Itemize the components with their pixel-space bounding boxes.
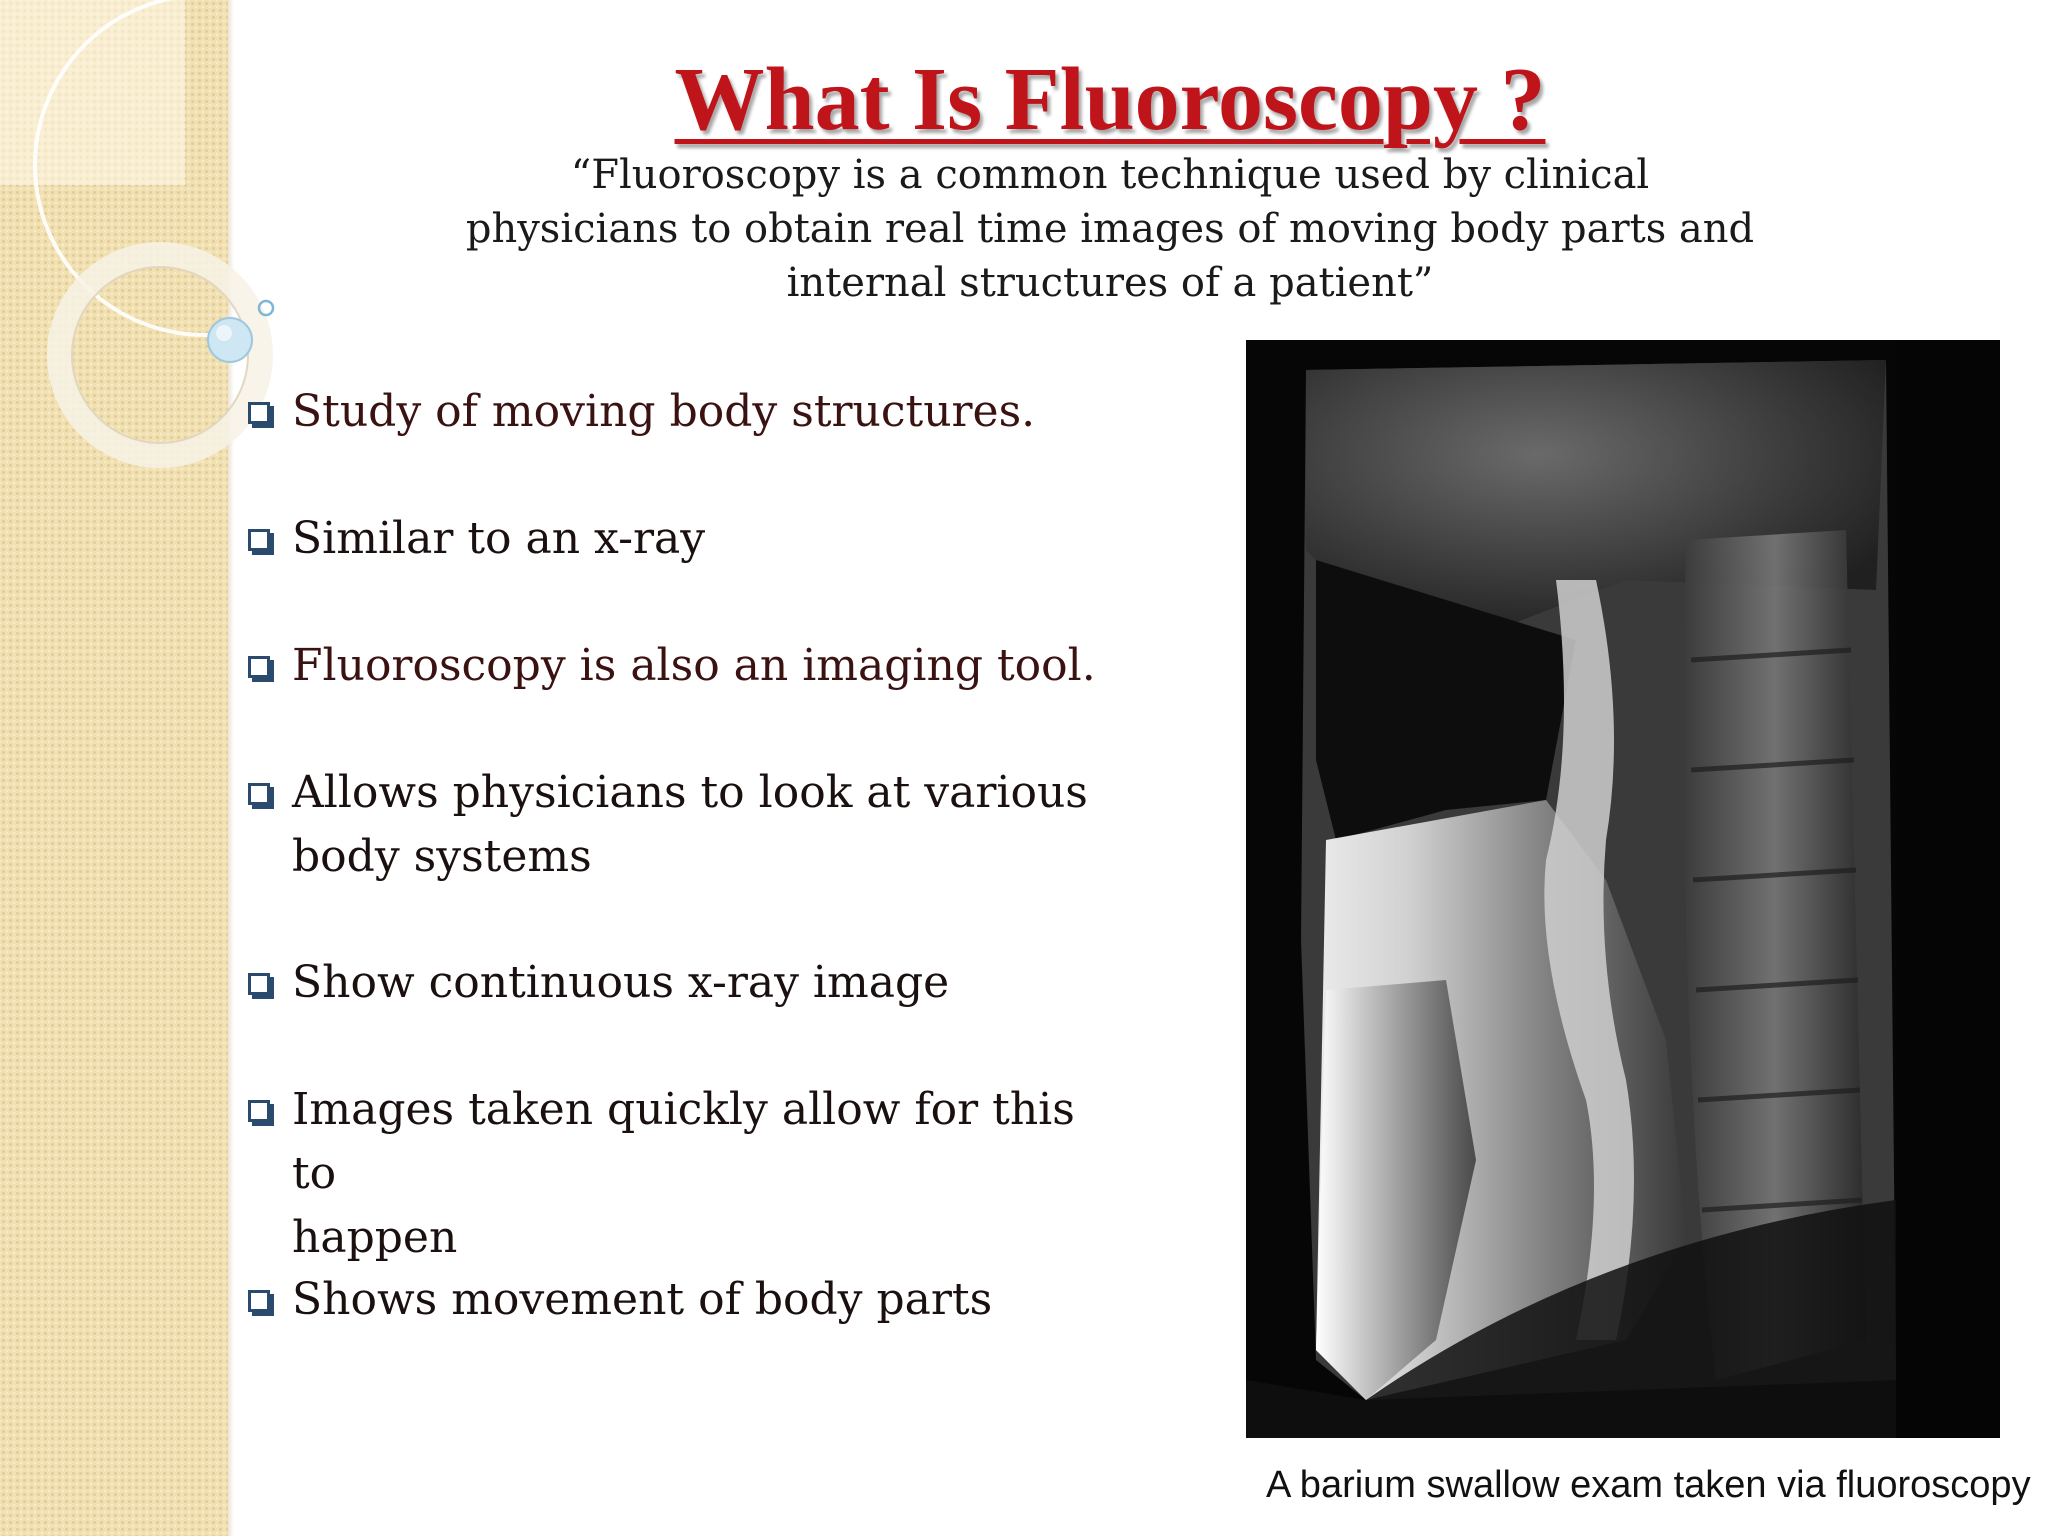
hollow-square-bullet-icon	[248, 1290, 270, 1312]
definition-quote	[460, 148, 1760, 310]
slide-title: What Is Fluoroscopy ?	[674, 50, 1546, 149]
barium-swallow-xray-image	[1246, 340, 2000, 1438]
blue-bubble-highlight	[216, 325, 232, 341]
bullet-item	[248, 1078, 1128, 1270]
bullet-item	[248, 380, 1128, 444]
hollow-square-bullet-icon	[248, 402, 270, 424]
xray-illustration	[1246, 340, 2000, 1438]
bullet-text: Allows physicians to look at various body systems	[292, 767, 1088, 882]
bullet-text: Similar to an x-ray	[292, 513, 706, 564]
hollow-square-bullet-icon	[248, 783, 270, 805]
hollow-square-bullet-icon	[248, 529, 270, 551]
bullet-text: Show continuous x-ray image	[292, 957, 950, 1008]
image-caption: A barium swallow exam taken via fluoroscopy	[1266, 1464, 2031, 1506]
definition-line-2: physicians to obtain real time images of moving body parts and	[465, 206, 1755, 252]
blue-bubble	[208, 318, 252, 362]
bullet-item	[248, 951, 1128, 1015]
bullet-text: Images taken quickly allow for this to happen	[292, 1084, 1075, 1263]
hollow-square-bullet-icon	[248, 1100, 270, 1122]
bullet-item	[248, 1268, 1128, 1332]
bullet-text: Shows movement of body parts	[292, 1274, 993, 1325]
bullet-text: Fluoroscopy is also an imaging tool.	[292, 640, 1096, 691]
definition-line-3: internal structures of a patient”	[786, 260, 1434, 306]
bullet-item	[248, 634, 1128, 698]
hollow-square-bullet-icon	[248, 656, 270, 678]
bullet-text: Study of moving body structures.	[292, 386, 1036, 437]
bullet-item	[248, 507, 1128, 571]
bullet-item	[248, 761, 1128, 889]
definition-line-1: “Fluoroscopy is a common technique used by clinical	[570, 152, 1650, 198]
hollow-square-bullet-icon	[248, 973, 270, 995]
